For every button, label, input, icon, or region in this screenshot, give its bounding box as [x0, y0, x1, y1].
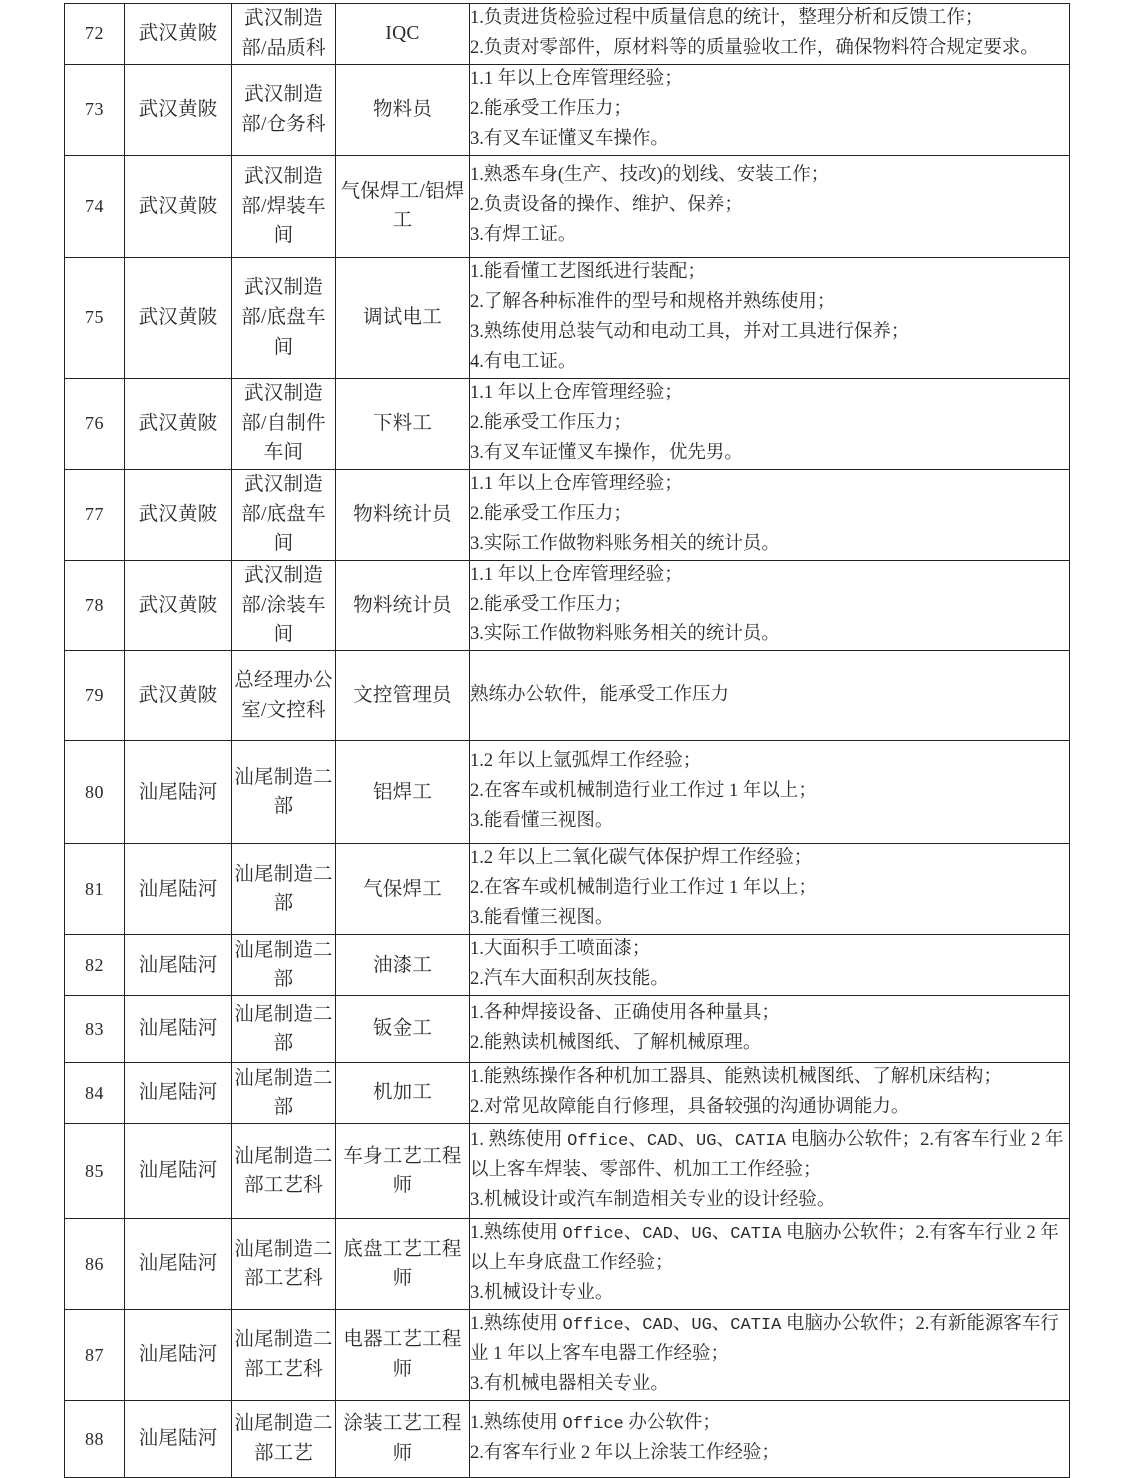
cell-serial-number: 73 [65, 64, 125, 155]
cell-serial-number: 75 [65, 257, 125, 378]
requirement-line: 2.有客车行业 2 年以上涂装工作经验； [470, 1443, 780, 1464]
cell-requirements [470, 741, 1070, 844]
cell-department: 汕尾制造二部 [232, 935, 336, 996]
cell-position: 电器工艺工程师 [336, 1310, 470, 1401]
cell-department: 总经理办公室/文控科 [232, 651, 336, 741]
cell-requirements [470, 1219, 1070, 1310]
requirement-line: 1.能看懂工艺图纸进行装配； [470, 261, 706, 282]
jobs-table-container [64, 3, 1069, 1478]
cell-serial-number: 84 [65, 1063, 125, 1124]
cell-requirements [470, 155, 1070, 257]
cell-base: 武汉黄陂 [125, 64, 232, 155]
latin-term: CATIA [730, 1225, 782, 1245]
requirement-line: 1.1 年以上仓库管理经验； [470, 68, 683, 89]
cell-serial-number: 82 [65, 935, 125, 996]
cell-position: 钣金工 [336, 996, 470, 1063]
cell-department: 武汉制造部/焊装车间 [232, 155, 336, 257]
cell-requirements [470, 64, 1070, 155]
cell-base: 汕尾陆河 [125, 996, 232, 1063]
cell-requirements [470, 4, 1070, 65]
cell-base: 武汉黄陂 [125, 257, 232, 378]
latin-term: UG [691, 1316, 712, 1336]
cell-serial-number: 85 [65, 1124, 125, 1219]
cell-serial-number: 87 [65, 1310, 125, 1401]
requirement-line: 3.有焊工证。 [470, 225, 577, 246]
requirement-line: 2.汽车大面积刮灰技能。 [470, 969, 669, 990]
cell-position: 涂装工艺工程师 [336, 1401, 470, 1478]
table-row [65, 1310, 1070, 1401]
requirement-line: 2.负责设备的操作、维护、保养； [470, 195, 743, 216]
cell-department: 汕尾制造二部工艺科 [232, 1124, 336, 1219]
cell-requirements [470, 1124, 1070, 1219]
requirement-line: 1.熟悉车身(生产、技改)的划线、安装工作； [470, 165, 830, 186]
table-row [65, 741, 1070, 844]
table-row [65, 1401, 1070, 1478]
cell-serial-number: 79 [65, 651, 125, 741]
cell-department: 汕尾制造二部工艺 [232, 1401, 336, 1478]
cell-requirements [470, 844, 1070, 935]
requirement-line: 2.能承受工作压力； [470, 503, 632, 524]
cell-base: 汕尾陆河 [125, 1124, 232, 1219]
latin-term: CATIA [730, 1316, 782, 1336]
requirement-line: 1.1 年以上仓库管理经验； [470, 382, 683, 403]
table-row [65, 935, 1070, 996]
cell-position: 物料统计员 [336, 560, 470, 651]
latin-term: UG [696, 1132, 717, 1152]
table-row [65, 257, 1070, 378]
requirement-line: 1.1 年以上仓库管理经验； [470, 564, 683, 585]
cell-department: 汕尾制造二部工艺科 [232, 1219, 336, 1310]
cell-serial-number: 74 [65, 155, 125, 257]
cell-department: 武汉制造部/底盘车间 [232, 469, 336, 560]
table-row [65, 469, 1070, 560]
cell-base: 武汉黄陂 [125, 469, 232, 560]
latin-term: UG [691, 1225, 712, 1245]
requirement-line: 2.了解各种标准件的型号和规格并熟练使用； [470, 291, 836, 312]
requirement-line: 3.熟练使用总装气动和电动工具，并对工具进行保养； [470, 321, 910, 342]
cell-department: 武汉制造部/自制件车间 [232, 378, 336, 469]
cell-base: 汕尾陆河 [125, 844, 232, 935]
cell-requirements [470, 378, 1070, 469]
requirement-line: 1.熟练使用 Office 办公软件； [470, 1413, 721, 1435]
requirement-line: 2.在客车或机械制造行业工作过 1 年以上； [470, 781, 817, 802]
cell-serial-number: 81 [65, 844, 125, 935]
cell-department: 武汉制造部/底盘车间 [232, 257, 336, 378]
cell-position: 调试电工 [336, 257, 470, 378]
cell-requirements [470, 935, 1070, 996]
requirement-line: 1. 熟练使用 Office、CAD、UG、CATIA 电脑办公软件；2.有客车行业 2 年以上客车焊装、零部件、机加工工作经验； [470, 1130, 1064, 1181]
latin-term: Office [562, 1316, 624, 1336]
table-row [65, 378, 1070, 469]
cell-department: 汕尾制造二部 [232, 844, 336, 935]
table-row [65, 1124, 1070, 1219]
cell-base: 武汉黄陂 [125, 155, 232, 257]
requirement-line: 1.熟练使用 Office、CAD、UG、CATIA 电脑办公软件；2.有客车行业 2 年以上车身底盘工作经验； [470, 1223, 1059, 1274]
requirement-line: 3.有叉车证懂叉车操作。 [470, 128, 669, 149]
cell-serial-number: 72 [65, 4, 125, 65]
table-row [65, 1063, 1070, 1124]
cell-serial-number: 83 [65, 996, 125, 1063]
table-row [65, 996, 1070, 1063]
table-row [65, 64, 1070, 155]
jobs-table-body [65, 4, 1070, 1478]
requirement-line: 2.负责对零部件，原材料等的质量验收工作，确保物料符合规定要求。 [470, 37, 1039, 58]
requirement-line: 3.能看懂三视图。 [470, 908, 614, 929]
requirement-line: 3.能看懂三视图。 [470, 811, 614, 832]
requirement-line: 3.有机械电器相关专业。 [470, 1374, 669, 1395]
requirement-line: 1.2 年以上二氧化碳气体保护焊工作经验； [470, 848, 813, 869]
cell-position: 气保焊工/铝焊工 [336, 155, 470, 257]
latin-term: CATIA [734, 1132, 786, 1152]
cell-position: IQC [336, 4, 470, 65]
cell-position: 物料员 [336, 64, 470, 155]
requirement-line: 1.各种焊接设备、正确使用各种量具； [470, 1003, 780, 1024]
requirement-line: 4.有电工证。 [470, 351, 577, 372]
latin-term: CAD [646, 1132, 678, 1152]
requirement-line: 熟练办公软件，能承受工作压力 [470, 684, 730, 705]
cell-serial-number: 78 [65, 560, 125, 651]
cell-requirements [470, 996, 1070, 1063]
cell-department: 汕尾制造二部 [232, 1063, 336, 1124]
requirement-line: 3.机械设计或汽车制造相关专业的设计经验。 [470, 1190, 836, 1211]
requirement-line: 2.在客车或机械制造行业工作过 1 年以上； [470, 878, 817, 899]
latin-term: CAD [642, 1225, 673, 1245]
cell-position: 下料工 [336, 378, 470, 469]
cell-requirements [470, 1310, 1070, 1401]
cell-department: 汕尾制造二部 [232, 741, 336, 844]
cell-department: 汕尾制造二部 [232, 996, 336, 1063]
table-row [65, 4, 1070, 65]
cell-base: 武汉黄陂 [125, 560, 232, 651]
cell-base: 汕尾陆河 [125, 1063, 232, 1124]
cell-base: 汕尾陆河 [125, 1401, 232, 1478]
requirement-line: 2.能承受工作压力； [470, 594, 632, 615]
latin-term: Office [562, 1415, 624, 1435]
cell-serial-number: 86 [65, 1219, 125, 1310]
cell-base: 武汉黄陂 [125, 378, 232, 469]
cell-base: 汕尾陆河 [125, 1219, 232, 1310]
cell-position: 车身工艺工程师 [336, 1124, 470, 1219]
requirement-line: 1.能熟练操作各种机加工器具、能熟读机械图纸、了解机床结构； [470, 1067, 1002, 1088]
cell-requirements [470, 1401, 1070, 1478]
requirement-line: 1.熟练使用 Office、CAD、UG、CATIA 电脑办公软件；2.有新能源客车行业 1 年以上客车电器工作经验； [470, 1314, 1059, 1365]
table-row [65, 560, 1070, 651]
cell-department: 武汉制造部/仓务科 [232, 64, 336, 155]
requirement-line: 3.机械设计专业。 [470, 1283, 614, 1304]
cell-base: 汕尾陆河 [125, 741, 232, 844]
requirement-line: 1.大面积手工喷面漆； [470, 939, 651, 960]
requirement-line: 3.有叉车证懂叉车操作，优先男。 [470, 442, 743, 463]
cell-requirements [470, 469, 1070, 560]
cell-serial-number: 76 [65, 378, 125, 469]
requirement-line: 3.实际工作做物料账务相关的统计员。 [470, 533, 780, 554]
jobs-table [64, 3, 1070, 1478]
cell-requirements [470, 1063, 1070, 1124]
requirement-line: 2.能熟读机械图纸、了解机械原理。 [470, 1033, 762, 1054]
cell-position: 文控管理员 [336, 651, 470, 741]
latin-term: Office [562, 1225, 624, 1245]
requirement-line: 1.负责进货检验过程中质量信息的统计，整理分析和反馈工作； [470, 8, 984, 28]
cell-position: 底盘工艺工程师 [336, 1219, 470, 1310]
cell-base: 武汉黄陂 [125, 651, 232, 741]
table-row [65, 155, 1070, 257]
requirement-line: 2.对常见故障能自行修理，具备较强的沟通协调能力。 [470, 1097, 910, 1118]
cell-base: 汕尾陆河 [125, 935, 232, 996]
requirement-line: 1.2 年以上氩弧焊工作经验； [470, 751, 702, 772]
cell-serial-number: 88 [65, 1401, 125, 1478]
cell-department: 武汉制造部/涂装车间 [232, 560, 336, 651]
cell-requirements [470, 560, 1070, 651]
requirement-line: 1.1 年以上仓库管理经验； [470, 473, 683, 494]
table-row [65, 651, 1070, 741]
requirement-line: 2.能承受工作压力； [470, 412, 632, 433]
cell-position: 气保焊工 [336, 844, 470, 935]
latin-term: CAD [642, 1316, 673, 1336]
cell-position: 物料统计员 [336, 469, 470, 560]
cell-position: 铝焊工 [336, 741, 470, 844]
latin-term: Office [567, 1132, 629, 1152]
cell-position: 机加工 [336, 1063, 470, 1124]
requirement-line: 2.能承受工作压力； [470, 98, 632, 119]
cell-base: 武汉黄陂 [125, 4, 232, 65]
table-row [65, 844, 1070, 935]
requirement-line: 3.实际工作做物料账务相关的统计员。 [470, 624, 780, 645]
cell-department: 武汉制造部/品质科 [232, 4, 336, 65]
cell-requirements [470, 651, 1070, 741]
cell-serial-number: 80 [65, 741, 125, 844]
cell-base: 汕尾陆河 [125, 1310, 232, 1401]
cell-position: 油漆工 [336, 935, 470, 996]
cell-requirements [470, 257, 1070, 378]
cell-serial-number: 77 [65, 469, 125, 560]
cell-department: 汕尾制造二部工艺科 [232, 1310, 336, 1401]
table-row [65, 1219, 1070, 1310]
